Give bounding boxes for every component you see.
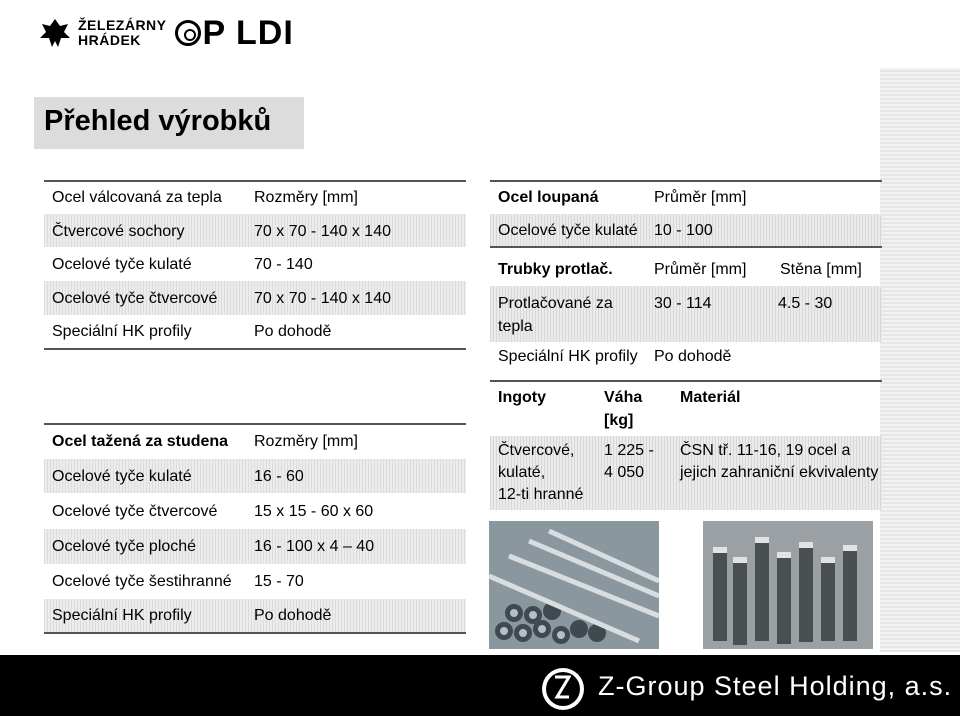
table-cell: 70 x 70 - 140 x 140 <box>254 290 391 307</box>
table-cell: Po dohodě <box>254 323 332 340</box>
table-cell: 1 225 - <box>604 442 654 459</box>
table-header-row <box>490 248 882 286</box>
table-cell: Ocelové tyče čtvercové <box>52 503 218 520</box>
decorative-side-panel <box>880 68 960 652</box>
table-cell: Ocelové tyče čtvercové <box>52 290 218 307</box>
table-cell: 12-ti hranné <box>498 486 584 503</box>
table-cell: 15 - 70 <box>254 573 304 590</box>
table-row <box>44 599 466 632</box>
header-cell: [kg] <box>604 412 634 429</box>
logo-line-2: HRÁDEK <box>78 32 141 48</box>
table-cell: Čtvercové sochory <box>52 223 185 240</box>
table-row <box>490 214 882 246</box>
header-cell: Trubky protlač. <box>498 261 613 278</box>
header-cell: Materiál <box>680 389 741 406</box>
header-cell: Ocel loupaná <box>498 189 599 206</box>
table-cell: 70 x 70 - 140 x 140 <box>254 223 391 240</box>
table-row <box>44 529 466 564</box>
header-cell: Rozměry [mm] <box>254 433 358 450</box>
table-cell: Protlačované za <box>498 295 613 312</box>
table-cell: 4 050 <box>604 464 645 481</box>
table-cell: Speciální HK profily <box>52 323 192 340</box>
header-cell: Průměr [mm] <box>654 261 747 278</box>
header-cell: Stěna [mm] <box>780 261 862 278</box>
table-header-row <box>44 182 466 214</box>
table-row <box>44 281 466 315</box>
logo-line-1: ŽELEZÁRNY <box>78 17 167 33</box>
steel-tubes-photo <box>489 521 659 649</box>
steel-bars-photo <box>703 521 873 649</box>
peeled-and-tubes-table <box>490 178 882 373</box>
zelezarny-hradek-poldi-logo <box>38 10 294 56</box>
table-cell: Po dohodě <box>254 607 332 624</box>
header-cell: Ocel válcovaná za tepla <box>52 189 222 206</box>
table-row <box>44 493 466 529</box>
table-cell: 30 - 114 <box>654 295 712 312</box>
table-cell: Ocelové tyče ploché <box>52 538 197 555</box>
page-title: Přehled výrobků <box>44 105 272 137</box>
header-cell: Váha <box>604 389 643 406</box>
table-header-row <box>490 182 882 214</box>
table-cell: ČSN tř. 11-16, 19 ocel a <box>680 442 851 459</box>
table-cell: Speciální HK profily <box>498 348 638 365</box>
header-cell: Rozměry [mm] <box>254 189 358 206</box>
table-cell: Ocelové tyče kulaté <box>52 256 192 273</box>
table-row <box>44 564 466 599</box>
hot-rolled-table <box>44 178 466 350</box>
ingots-table <box>490 378 882 513</box>
eagle-emblem-icon <box>38 16 72 50</box>
z-group-logo-icon <box>542 668 584 710</box>
table-cell: Ocelové tyče šestihranné <box>52 573 232 590</box>
table-row <box>44 214 466 247</box>
table-row <box>490 342 882 372</box>
table-row <box>490 436 882 510</box>
header-cell: Ingoty <box>498 389 546 406</box>
table-cell: 15 x 15 - 60 x 60 <box>254 503 374 520</box>
table-cell: Ocelové tyče kulaté <box>498 222 638 239</box>
table-cell: 4.5 - 30 <box>778 295 833 312</box>
table-cell: Po dohodě <box>654 348 732 365</box>
table-bottom-rule <box>44 632 466 634</box>
table-row <box>490 286 882 342</box>
table-cell: Čtvercové, <box>498 442 575 459</box>
table-header-row <box>44 425 466 459</box>
table-cell: 16 - 60 <box>254 468 304 485</box>
table-row <box>44 459 466 493</box>
table-cell: 70 - 140 <box>254 256 313 273</box>
table-cell: tepla <box>498 318 533 335</box>
poldi-brand <box>173 14 294 53</box>
table-cell: Ocelové tyče kulaté <box>52 468 192 485</box>
company-name: Z-Group Steel Holding, a.s. <box>598 671 953 701</box>
poldi-text: P LDI <box>202 13 294 52</box>
table-cell: Speciální HK profily <box>52 607 192 624</box>
table-row <box>44 315 466 348</box>
header-cell: Ocel tažená za studena <box>52 433 229 450</box>
cold-drawn-table <box>44 423 466 635</box>
table-cell: jejich zahraniční ekvivalenty <box>680 464 879 481</box>
poldi-ring-icon <box>175 20 201 46</box>
table-cell: 10 - 100 <box>654 222 713 239</box>
header-cell: Průměr [mm] <box>654 189 747 206</box>
page-title-box <box>34 97 304 149</box>
table-bottom-rule <box>44 348 466 350</box>
table-header-row <box>490 382 882 436</box>
z-letter-icon <box>553 674 571 700</box>
table-cell: 16 - 100 x 4 – 40 <box>254 538 375 555</box>
table-row <box>44 247 466 281</box>
logo-text <box>78 18 167 48</box>
table-cell: kulaté, <box>498 464 546 481</box>
